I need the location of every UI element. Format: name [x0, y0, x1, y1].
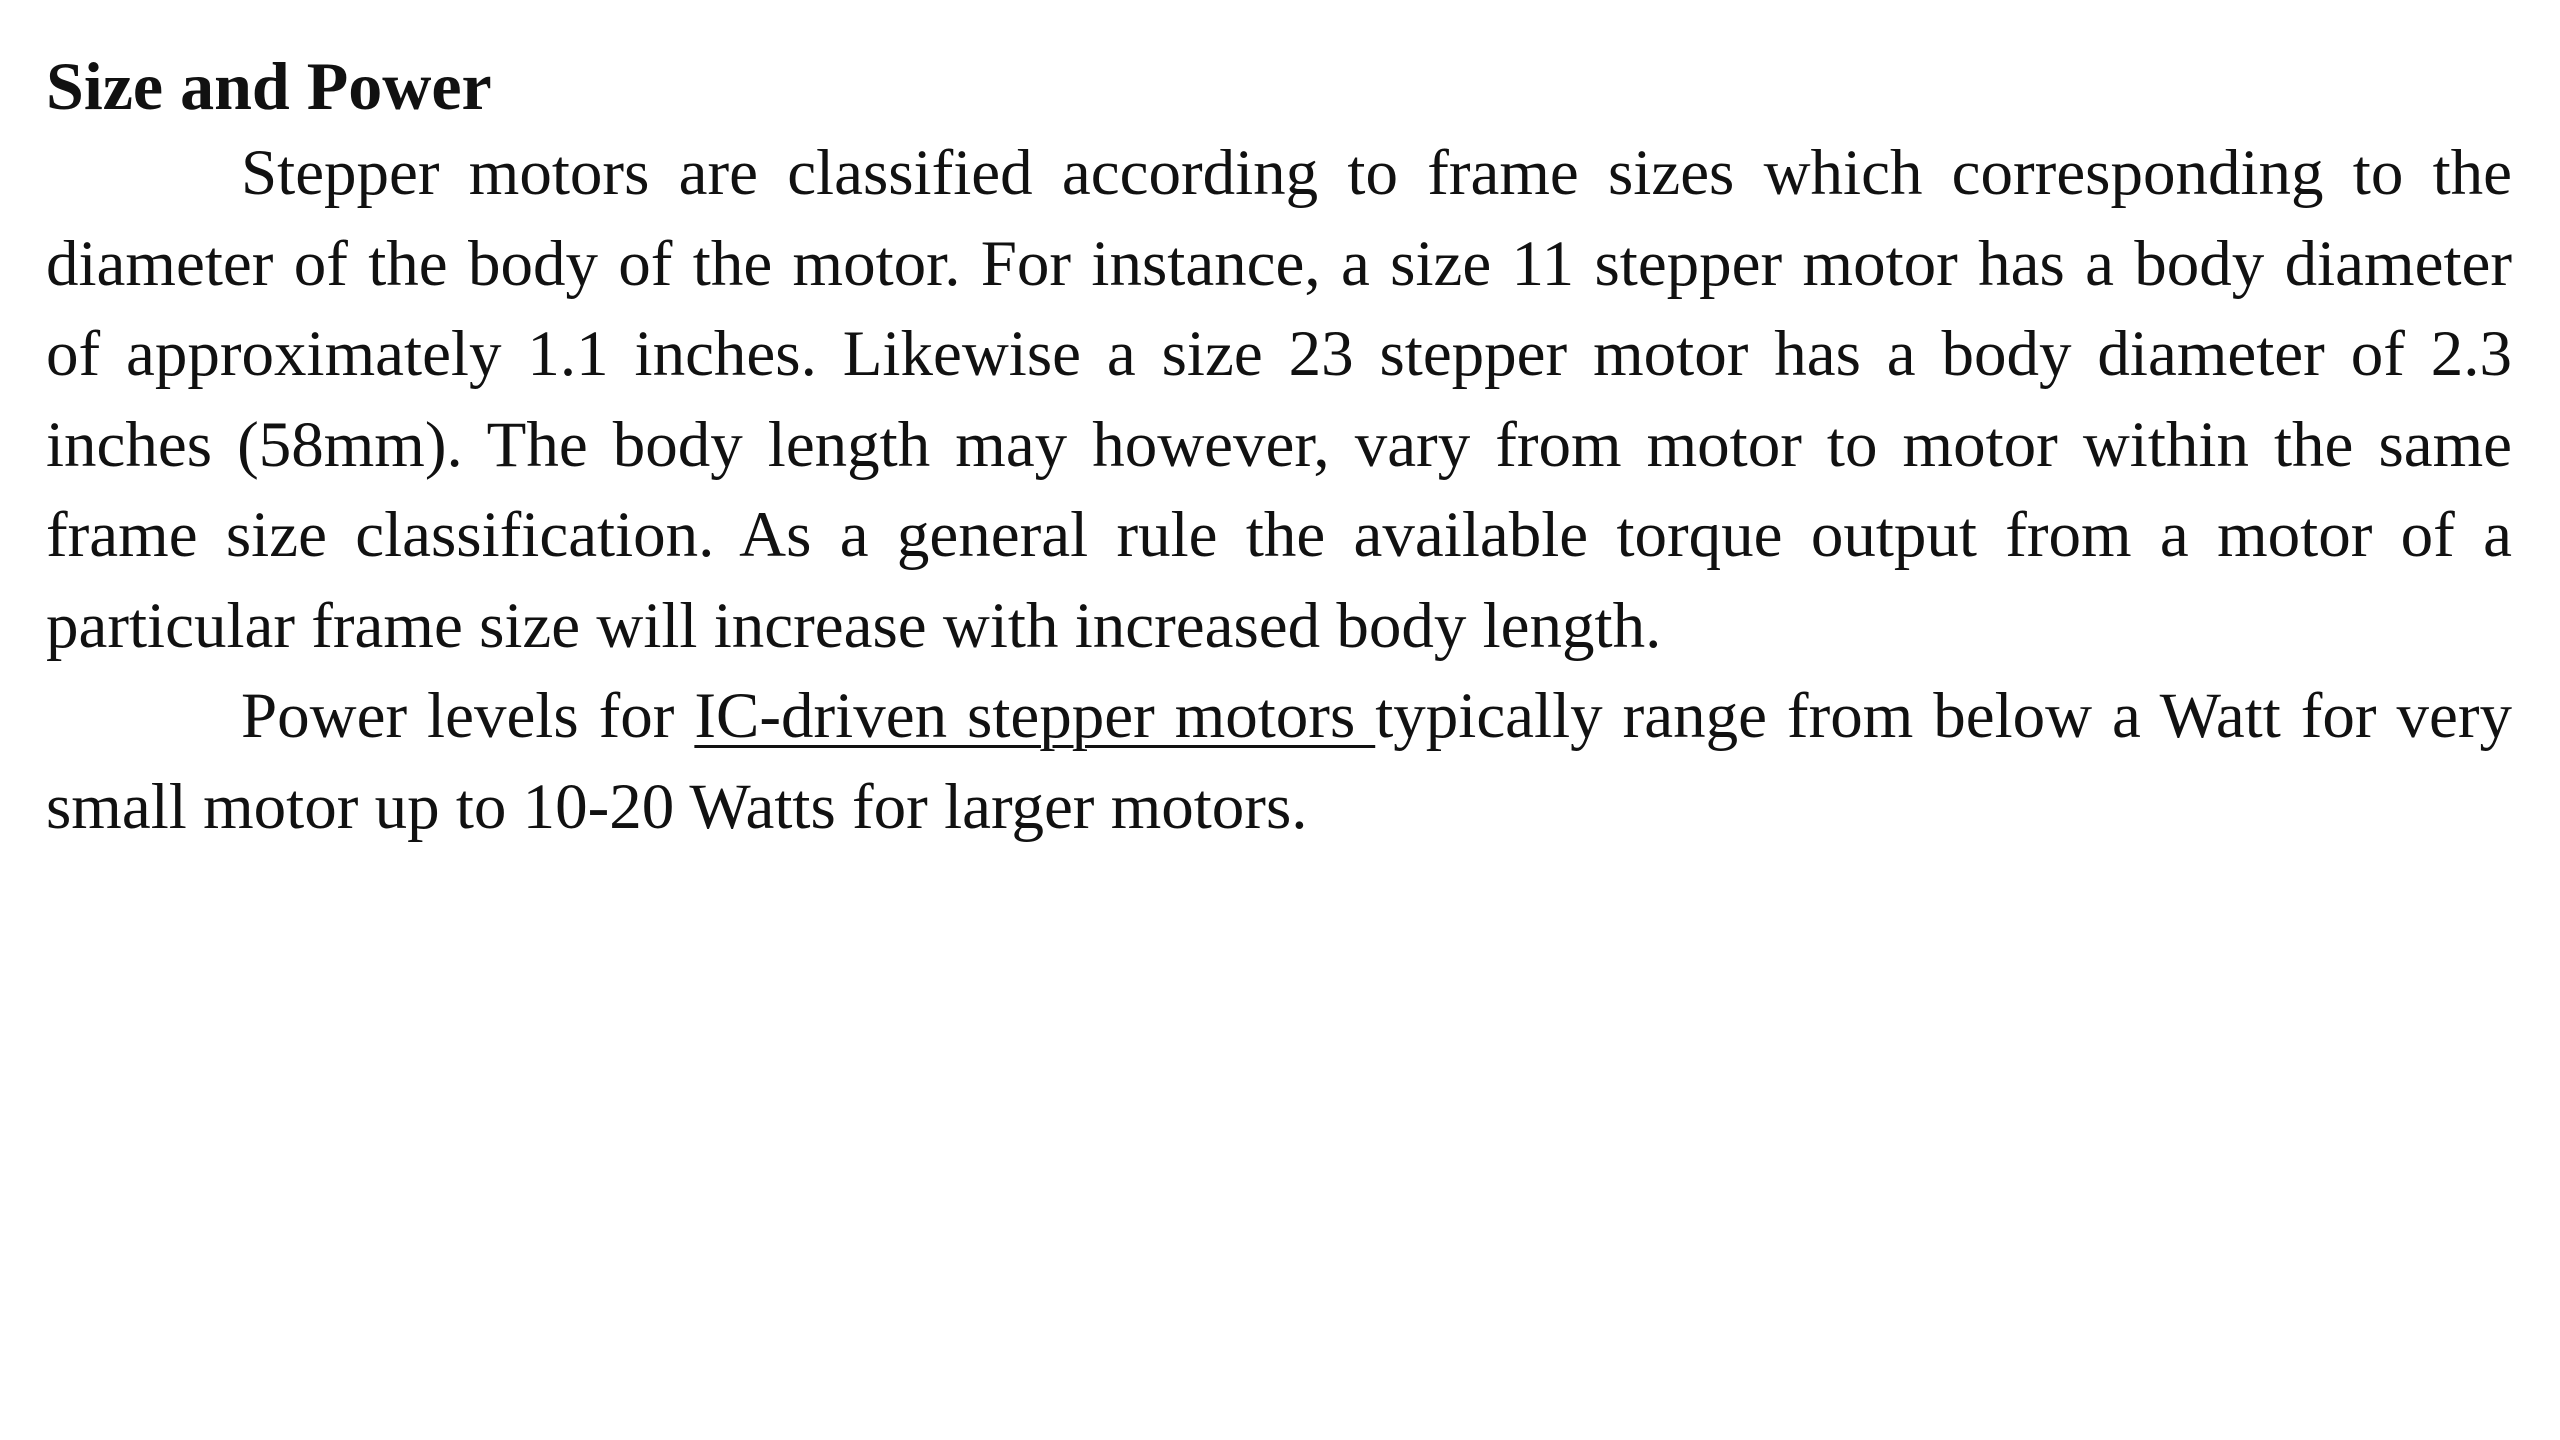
ic-driven-stepper-motors-link[interactable]: IC-driven stepper motors	[694, 680, 1376, 752]
paragraph-text-before-link: Power levels for	[241, 680, 695, 752]
section-heading: Size and Power	[46, 48, 492, 124]
paragraph-power-levels	[46, 671, 2512, 852]
paragraph-text-after-link: typically range from below a Watt for very small motor up to 10-20 Watts for larger motors.	[46, 680, 2512, 843]
paragraph-frame-sizes: Stepper motors are classified according to frame sizes which corresponding to the diameter of the body of the motor. For instance, a size 11 stepper motor has a body diameter of approximately 1.1 inches. Likewise a size 23 stepper motor has a body diameter of 2.3 inches (58mm). The body length may however, vary from motor to motor within the same frame size classification. As a general rule the available torque output from a motor of a particular frame size will increase with increased body length.	[46, 137, 2512, 662]
